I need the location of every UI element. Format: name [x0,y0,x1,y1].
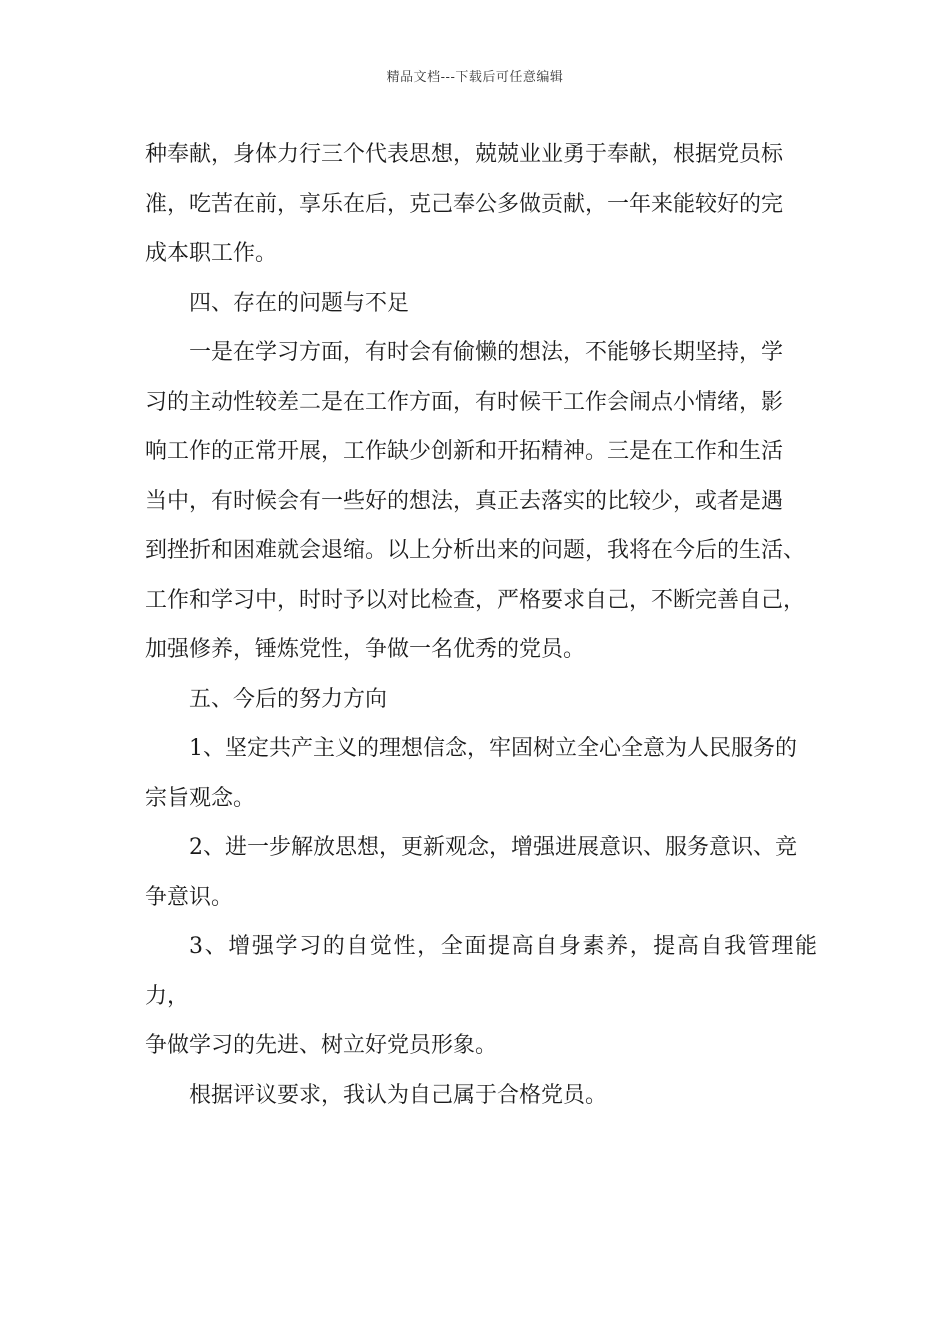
text-line: 3、增强学习的自觉性，全面提高自身素养，提高自我管理能力， [145,934,817,1009]
text-line: 争做学习的先进、树立好党员形象。 [145,1033,498,1058]
text-line: 2、进一步解放思想，更新观念，增强进展意识、服务意识、竞 [189,835,797,860]
paragraph-conclusion [145,1071,817,1121]
text-line: 一是在学习方面，有时会有偷懒的想法，不能够长期坚持，学 [189,340,784,365]
paragraph-direction-1 [145,724,817,823]
page-header: 精品文档---下载后可任意编辑 [386,70,564,85]
paragraph-dedication [145,130,817,279]
document-body [145,130,817,1120]
text-line: 到挫折和困难就会退缩。以上分析出来的问题，我将在今后的生活、 [145,538,806,563]
text-line: 根据评议要求，我认为自己属于合格党员。 [189,1082,608,1108]
text-line: 加强修养，锤炼党性，争做一名优秀的党员。 [145,637,586,662]
text-line: 五、今后的努力方向 [189,686,388,712]
text-line: 工作和学习中，时时予以对比检查，严格要求自己，不断完善自己， [145,587,806,613]
text-line: 四、存在的问题与不足 [189,290,410,316]
text-line: 1、坚定共产主义的理想信念，牢固树立全心全意为人民服务的 [189,736,797,761]
paragraph-problems [145,328,817,675]
text-line: 准，吃苦在前，享乐在后，克己奉公多做贡献，一年来能较好的完 [145,191,784,217]
section-heading-problems [145,279,817,329]
text-line: 习的主动性较差二是在工作方面，有时候干工作会闹点小情绪，影 [145,389,784,415]
paragraph-direction-3 [145,922,817,1071]
text-line: 响工作的正常开展，工作缺少创新和开拓精神。三是在工作和生活 [145,439,784,464]
text-line: 当中，有时候会有一些好的想法，真正去落实的比较少，或者是遇 [145,488,784,514]
text-line: 成本职工作。 [145,241,278,266]
section-heading-direction [145,675,817,725]
text-line: 种奉献，身体力行三个代表思想，兢兢业业勇于奉献，根据党员标 [145,142,784,167]
text-line: 争意识。 [145,884,234,910]
paragraph-direction-2 [145,823,817,922]
text-line: 宗旨观念。 [145,785,256,811]
